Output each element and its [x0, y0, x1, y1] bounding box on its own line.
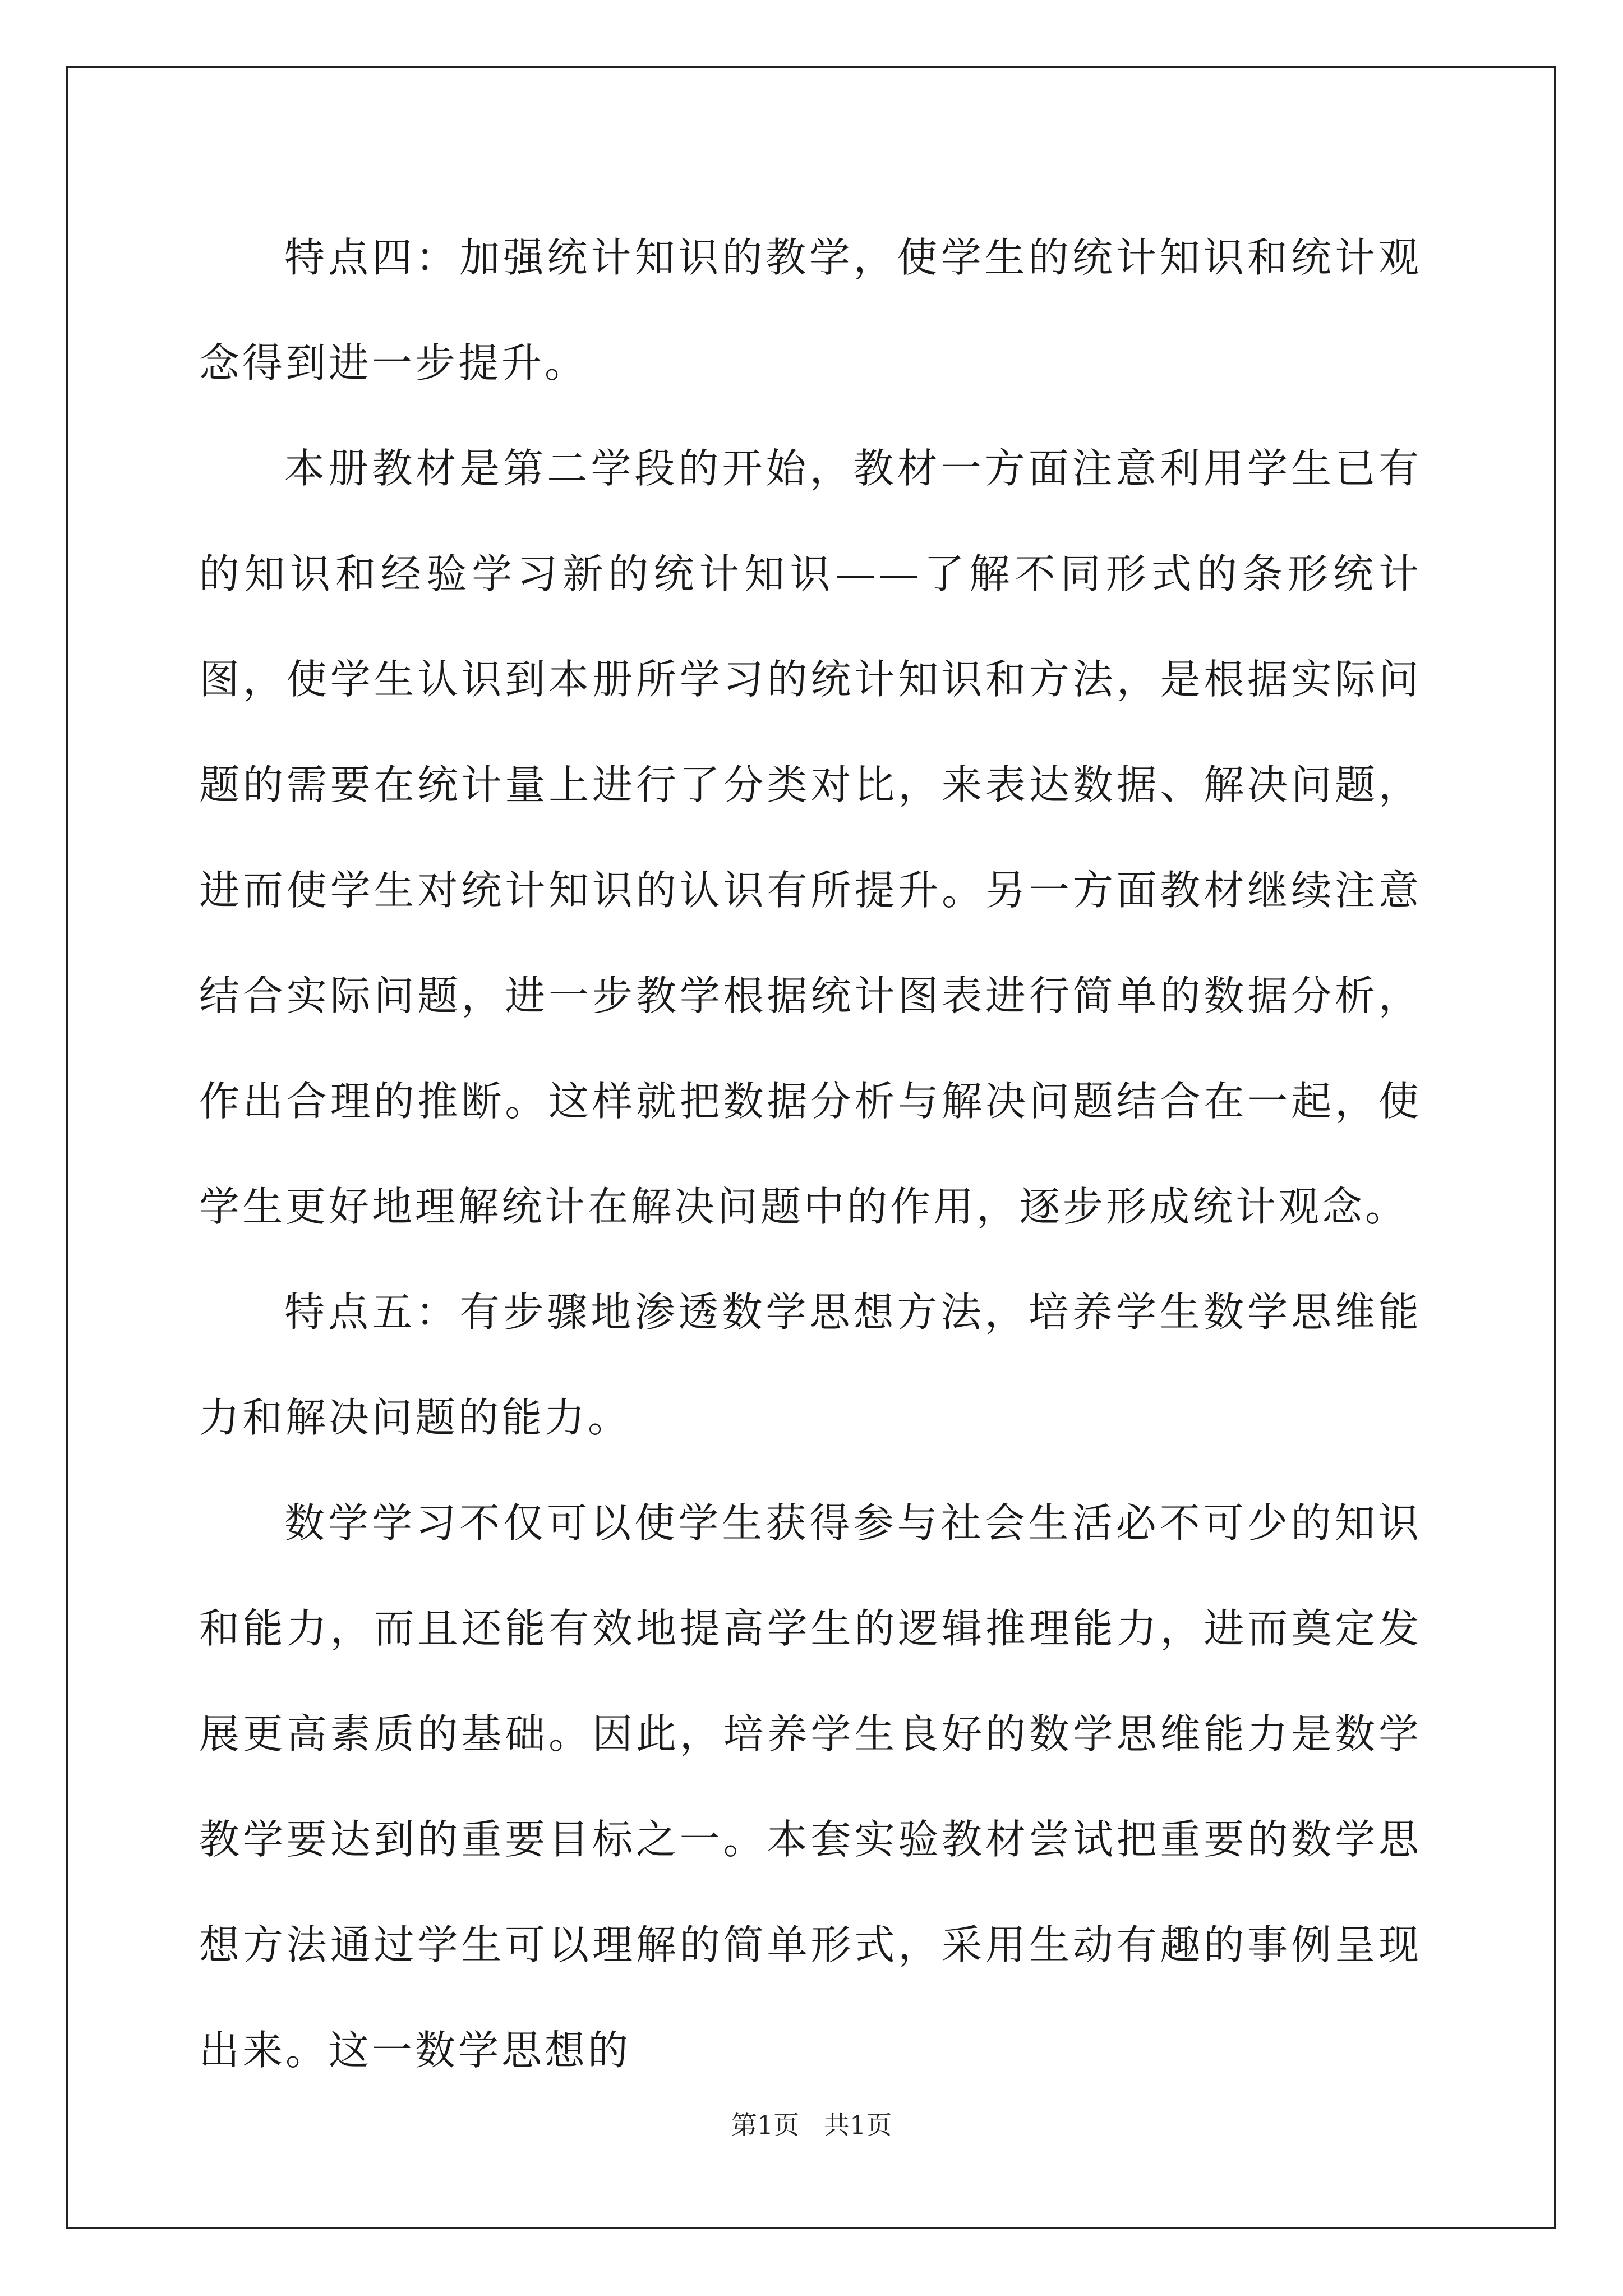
page-total: 共1页	[823, 2110, 892, 2140]
page-footer	[0, 2108, 1623, 2142]
paragraph-feature-five: 特点五：有步骤地渗透数学思想方法，培养学生数学思维能力和解决问题的能力。	[199, 1289, 1422, 1441]
paragraph-thinking: 数学学习不仅可以使学生获得参与社会生活必不可少的知识和能力，而且还能有效地提高学生的逻辑推理能力，进而奠定发展更高素质的基础。因此，培养学生良好的数学思维能力是数学教学要达到的重要目标之一。本套实验教材尝试把重要的数学思想方法通过学生可以理解的简单形式，采用生动有趣的事例呈现出来。这一数学思想的	[199, 1499, 1422, 2074]
paragraph-feature-four: 特点四：加强统计知识的教学，使学生的统计知识和统计观念得到进一步提升。	[199, 234, 1422, 386]
paragraph-statistics: 本册教材是第二学段的开始，教材一方面注意利用学生已有的知识和经验学习新的统计知识——了解不同形式的条形统计图，使学生认识到本册所学习的统计知识和方法，是根据实际问题的需要在统计量上进行了分类对比，来表达数据、解决问题，进而使学生对统计知识的认识有所提升。另一方面教材继续注意结合实际问题，进一步教学根据统计图表进行简单的数据分析，作出合理的推断。这样就把数据分析与解决问题结合在一起，使学生更好地理解统计在解决问题中的作用，逐步形成统计观念。	[199, 445, 1422, 1230]
page-number: 第1页	[731, 2110, 800, 2140]
document-body	[199, 205, 1422, 2103]
